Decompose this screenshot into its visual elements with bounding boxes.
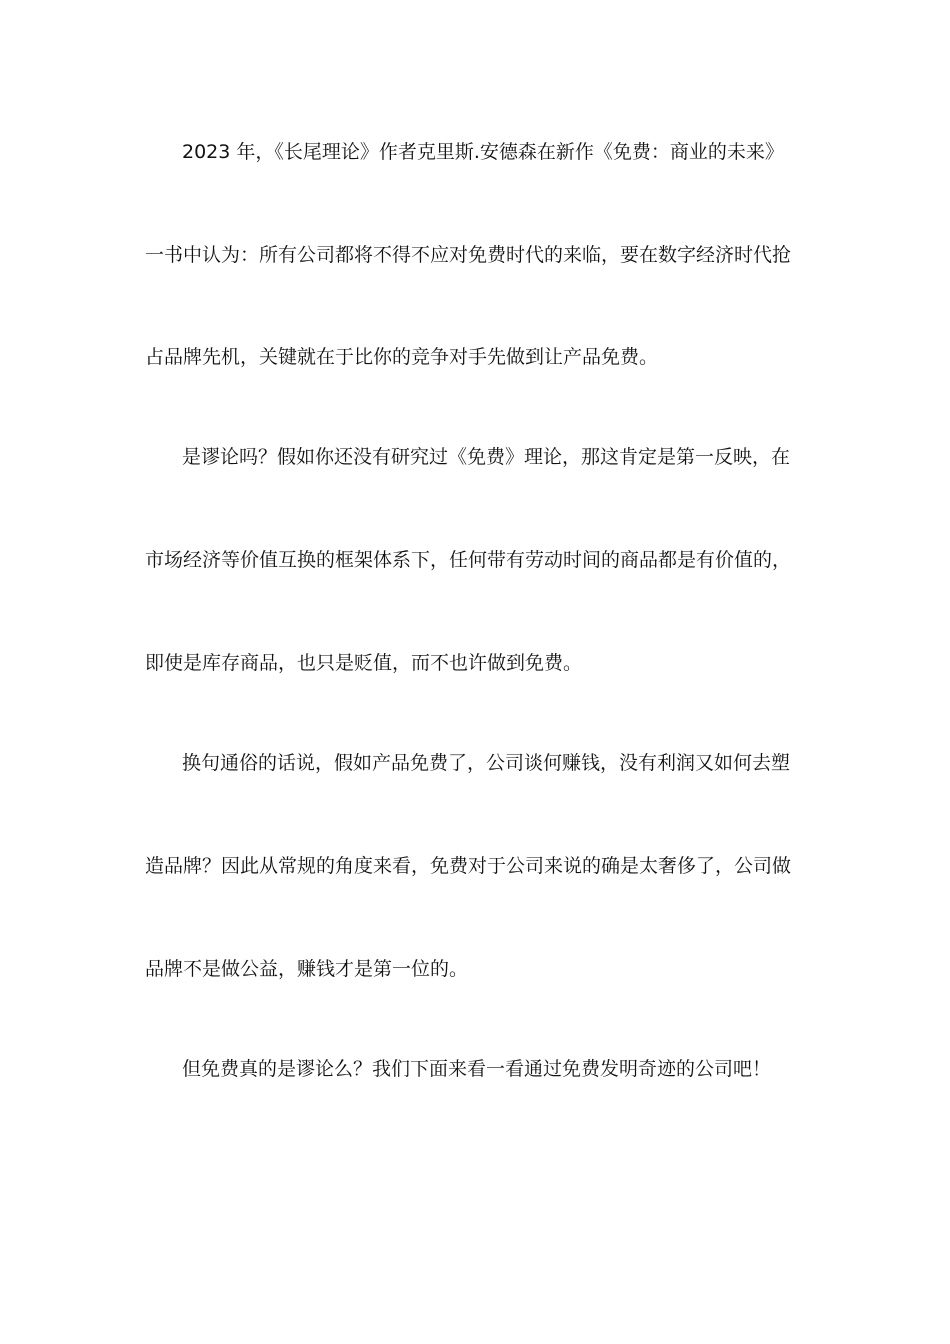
paragraph-2-line-1: 是谬论吗？假如你还没有研究过《免费》理论，那这肯定是第一反映，在: [182, 446, 791, 468]
paragraph-4-line-1: 但免费真的是谬论么？我们下面来看一看通过免费发明奇迹的公司吧！: [182, 1058, 772, 1080]
paragraph-1-line-1: 2023 年，《长尾理论》作者克里斯.安德森在新作《免费：商业的未来》: [182, 141, 784, 163]
paragraph-3-line-1: 换句通俗的话说，假如产品免费了，公司谈何赚钱，没有利润又如何去塑: [182, 752, 791, 774]
paragraph-2-line-3: 即使是库存商品，也只是贬值，而不也许做到免费。: [145, 652, 583, 674]
paragraph-1-line-3: 占品牌先机，关键就在于比你的竞争对手先做到让产品免费。: [145, 346, 659, 368]
paragraph-1-line-2: 一书中认为：所有公司都将不得不应对免费时代的来临，要在数字经济时代抢: [145, 244, 792, 266]
paragraph-2-line-2: 市场经济等价值互换的框架体系下，任何带有劳动时间的商品都是有价值的，: [145, 549, 792, 571]
paragraph-3-line-3: 品牌不是做公益，赚钱才是第一位的。: [145, 958, 469, 980]
paragraph-3-line-2: 造品牌？因此从常规的角度来看，免费对于公司来说的确是太奢侈了，公司做: [145, 855, 792, 877]
